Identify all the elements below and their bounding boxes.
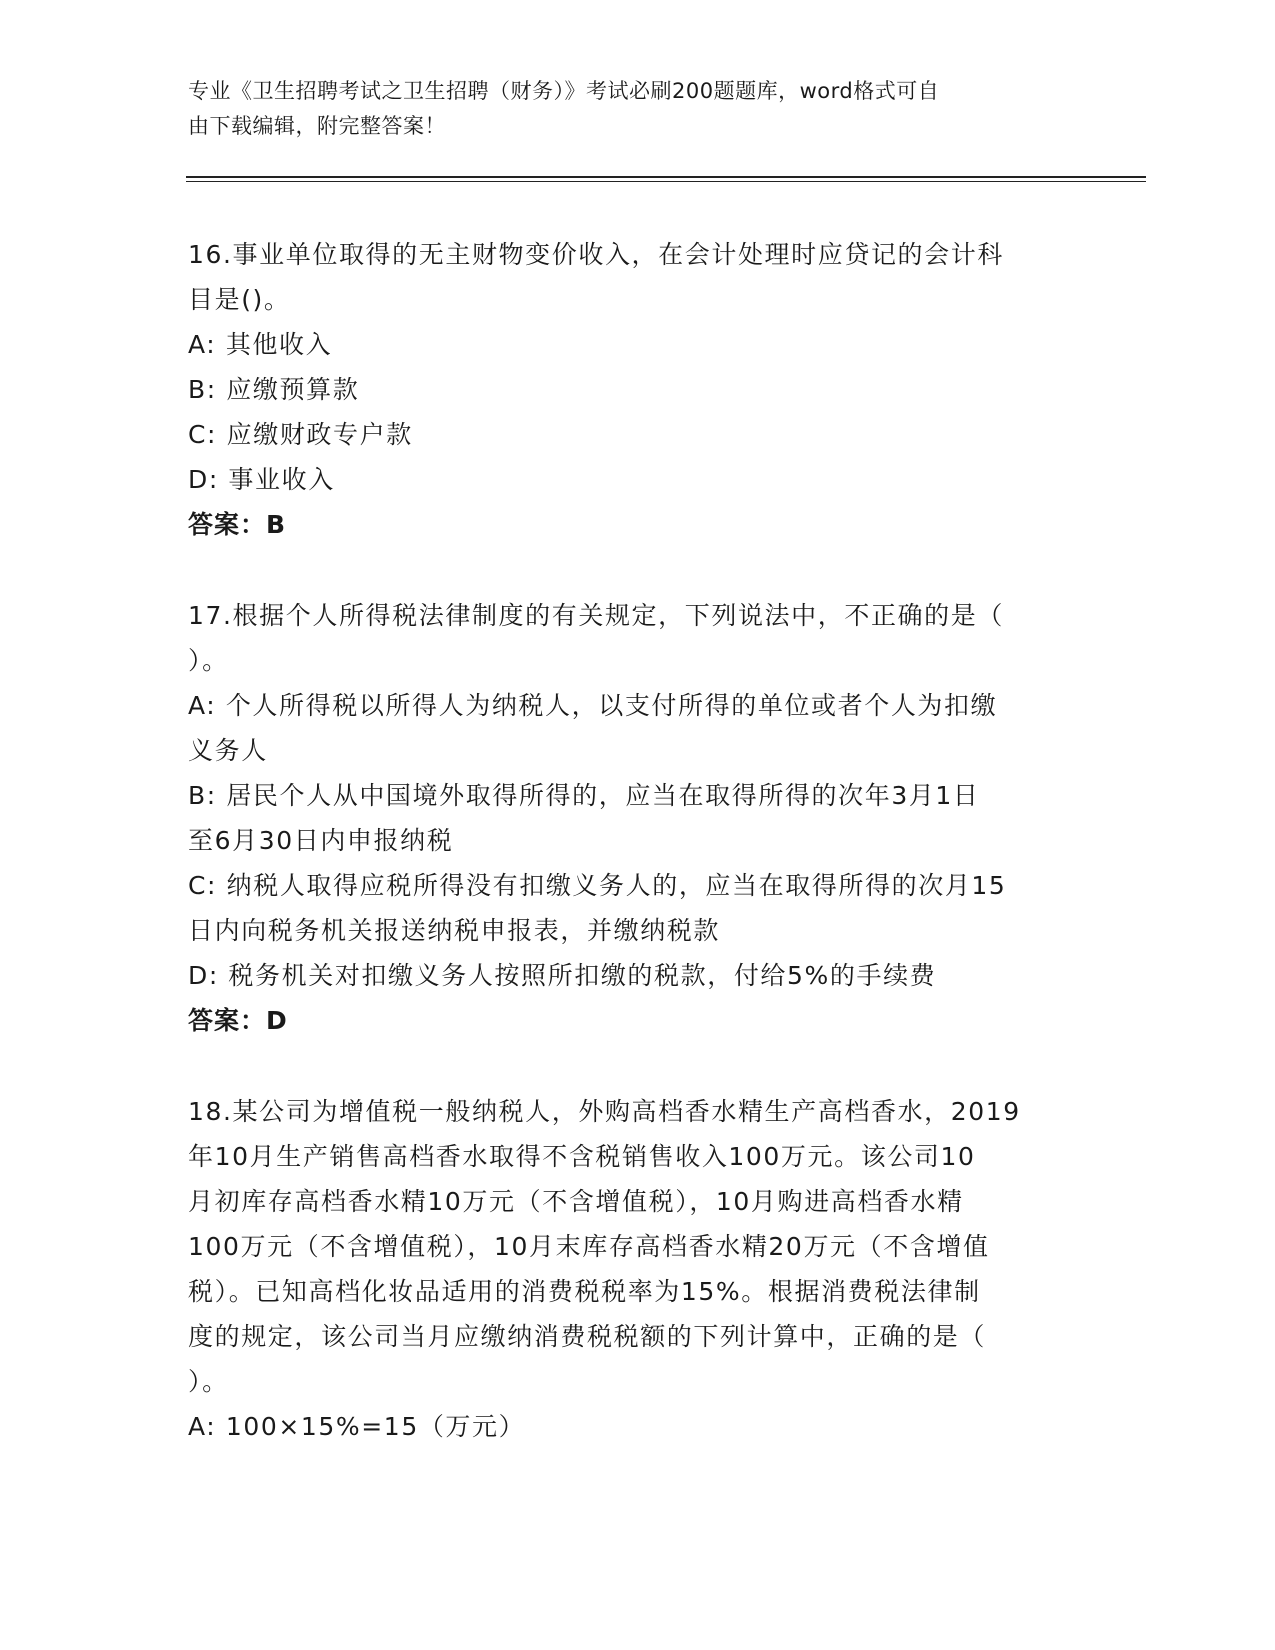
question-item: [188, 1089, 1088, 1449]
answer-option-line: B: 应缴预算款: [188, 375, 360, 404]
correct-answer: 答案：D: [188, 1006, 288, 1035]
answer-option-line: 日内向税务机关报送纳税申报表，并缴纳税款: [188, 916, 721, 945]
question-stem-line: ）。: [188, 1367, 229, 1396]
answer-option-line: C: 纳税人取得应税所得没有扣缴义务人的，应当在取得所得的次月15: [188, 871, 1007, 900]
header-line-1: 专业《卫生招聘考试之卫生招聘（财务）》考试必刷200题题库，word格式可自: [188, 79, 940, 103]
answer-option-line: 至6月30日内申报纳税: [188, 826, 454, 855]
question-stem-line: 税）。已知高档化妆品适用的消费税税率为15%。根据消费税法律制: [188, 1277, 981, 1306]
answer-option-line: A: 其他收入: [188, 330, 333, 359]
correct-answer: 答案：B: [188, 510, 287, 539]
answer-option-line: A: 个人所得税以所得人为纳税人，以支付所得的单位或者个人为扣缴: [188, 691, 998, 720]
question-stem-line: 目是()。: [188, 285, 291, 314]
answer-option-line: 义务人: [188, 736, 268, 765]
question-stem-line: 16.事业单位取得的无主财物变价收入，在会计处理时应贷记的会计科: [188, 240, 1004, 269]
question-stem-line: 18.某公司为增值税一般纳税人，外购高档香水精生产高档香水，2019: [188, 1097, 1021, 1126]
document-header: [188, 74, 1068, 144]
answer-option-line: C: 应缴财政专户款: [188, 420, 413, 449]
question-stem-line: ）。: [188, 646, 229, 675]
header-line-2: 由下载编辑，附完整答案！: [188, 114, 446, 138]
question-stem-line: 100万元（不含增值税），10月末库存高档香水精20万元（不含增值: [188, 1232, 990, 1261]
header-rule-thin: [186, 181, 1146, 182]
question-item: [188, 232, 1088, 547]
answer-option-line: D: 税务机关对扣缴义务人按照所扣缴的税款，付给5%的手续费: [188, 961, 937, 990]
question-stem-line: 度的规定，该公司当月应缴纳消费税税额的下列计算中，正确的是（: [188, 1322, 987, 1351]
header-rule-thick: [186, 176, 1146, 178]
question-stem-line: 月初库存高档香水精10万元（不含增值税），10月购进高档香水精: [188, 1187, 964, 1216]
question-item: [188, 593, 1088, 1043]
question-stem-line: 17.根据个人所得税法律制度的有关规定，下列说法中，不正确的是（: [188, 601, 1004, 630]
question-stem-line: 年10月生产销售高档香水取得不含税销售收入100万元。该公司10: [188, 1142, 976, 1171]
answer-option-line: B: 居民个人从中国境外取得所得的，应当在取得所得的次年3月1日: [188, 781, 980, 810]
question-list: [188, 232, 1088, 1495]
answer-option-line: A: 100×15%=15（万元）: [188, 1412, 526, 1441]
answer-option-line: D: 事业收入: [188, 465, 335, 494]
